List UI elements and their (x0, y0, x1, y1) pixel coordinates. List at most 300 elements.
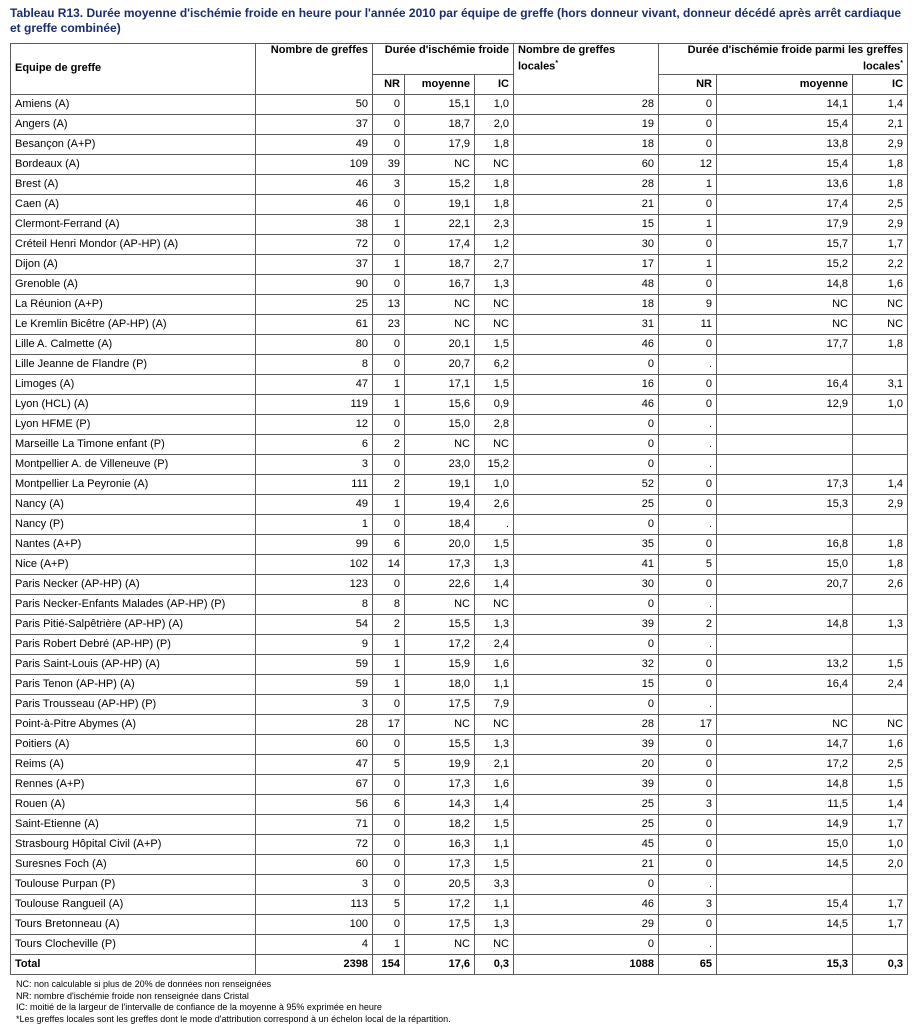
cell-moyenne: 18,2 (405, 814, 475, 834)
cell-ic-locales: 2,2 (853, 254, 908, 274)
cell-ic-locales: 1,8 (853, 554, 908, 574)
cell-nombre: 3 (256, 874, 373, 894)
cell-ic-locales (853, 874, 908, 894)
cell-moyenne: 17,1 (405, 374, 475, 394)
cell-moyenne-locales: 15,0 (717, 554, 853, 574)
cell-ic: NC (475, 934, 514, 954)
cell-nr: 0 (373, 414, 405, 434)
cell-locales: 19 (514, 114, 659, 134)
cell-moyenne: 20,1 (405, 334, 475, 354)
cell-nr: 1 (373, 634, 405, 654)
cell-nr-locales: 0 (659, 734, 717, 754)
cell-moyenne: 16,7 (405, 274, 475, 294)
cell-ic: 2,6 (475, 494, 514, 514)
cell-ic: 1,3 (475, 274, 514, 294)
table-row (11, 594, 908, 614)
cell-moyenne: NC (405, 594, 475, 614)
cell-nombre: 80 (256, 334, 373, 354)
table-row (11, 474, 908, 494)
cell-moyenne: 17,6 (405, 954, 475, 974)
cell-moyenne-locales: 14,8 (717, 614, 853, 634)
cell-moyenne-locales: 17,4 (717, 194, 853, 214)
cell-nr-locales: . (659, 514, 717, 534)
cell-ic-locales: 2,9 (853, 134, 908, 154)
cell-equipe: Rennes (A+P) (11, 774, 256, 794)
cell-nombre: 37 (256, 254, 373, 274)
cell-nombre: 54 (256, 614, 373, 634)
footnote: IC: moitié de la largeur de l'intervalle de confiance de la moyenne à 95% exprimée en heure (16, 1002, 382, 1012)
cell-nr: 1 (373, 934, 405, 954)
cell-moyenne: NC (405, 934, 475, 954)
cell-ic: 1,5 (475, 854, 514, 874)
cell-moyenne-locales: NC (717, 314, 853, 334)
cell-moyenne: 20,0 (405, 534, 475, 554)
table-row (11, 194, 908, 214)
cell-ic: 2,8 (475, 414, 514, 434)
cell-moyenne: NC (405, 314, 475, 334)
cell-equipe: Nancy (P) (11, 514, 256, 534)
cell-nr-locales: 5 (659, 554, 717, 574)
cell-equipe: Paris Pitié-Salpêtrière (AP-HP) (A) (11, 614, 256, 634)
table-row (11, 654, 908, 674)
cell-nr: 0 (373, 834, 405, 854)
cell-moyenne: NC (405, 294, 475, 314)
cell-ic-locales: NC (853, 294, 908, 314)
cell-nr-locales: . (659, 694, 717, 714)
col-header-locales-text: Nombre de greffes locales (518, 44, 616, 73)
cell-ic-locales: 2,4 (853, 674, 908, 694)
cell-nr-locales: 11 (659, 314, 717, 334)
table-row (11, 174, 908, 194)
cell-nr-locales: 0 (659, 774, 717, 794)
cell-nombre: 47 (256, 374, 373, 394)
table-row (11, 234, 908, 254)
cell-ic-locales: 1,6 (853, 734, 908, 754)
cell-nombre: 12 (256, 414, 373, 434)
cell-ic: . (475, 514, 514, 534)
table-row (11, 534, 908, 554)
table-row (11, 734, 908, 754)
cell-locales: 20 (514, 754, 659, 774)
table-row (11, 274, 908, 294)
cell-moyenne: NC (405, 714, 475, 734)
cell-nr-locales: 0 (659, 814, 717, 834)
cell-locales: 15 (514, 214, 659, 234)
cell-nr-locales: 3 (659, 894, 717, 914)
cell-ic: 1,5 (475, 814, 514, 834)
cell-ic: 1,5 (475, 374, 514, 394)
cell-moyenne-locales (717, 434, 853, 454)
cell-moyenne: 19,4 (405, 494, 475, 514)
asterisk: * (900, 60, 904, 67)
cell-nr-locales: 0 (659, 674, 717, 694)
cell-moyenne-locales: 14,7 (717, 734, 853, 754)
cell-ic-locales: 2,9 (853, 214, 908, 234)
cell-equipe: Créteil Henri Mondor (AP-HP) (A) (11, 234, 256, 254)
cell-moyenne-locales (717, 694, 853, 714)
cell-nr: 6 (373, 534, 405, 554)
cell-locales: 0 (514, 694, 659, 714)
cell-nr: 6 (373, 794, 405, 814)
cell-nr: 1 (373, 654, 405, 674)
cell-ic: 6,2 (475, 354, 514, 374)
cell-nr: 0 (373, 114, 405, 134)
table-row (11, 114, 908, 134)
cell-ic-locales: 2,5 (853, 754, 908, 774)
cell-equipe: Paris Trousseau (AP-HP) (P) (11, 694, 256, 714)
cell-moyenne-locales (717, 934, 853, 954)
cell-moyenne-locales: 17,7 (717, 334, 853, 354)
cell-moyenne-locales: 15,3 (717, 494, 853, 514)
table-row (11, 434, 908, 454)
cell-nr-locales: 0 (659, 134, 717, 154)
cell-nombre: 49 (256, 494, 373, 514)
cell-locales: 60 (514, 154, 659, 174)
table-row (11, 214, 908, 234)
col-header-equipe: Equipe de greffe (11, 44, 256, 95)
table-body (11, 94, 908, 974)
table-title: Tableau R13. Durée moyenne d'ischémie froide en heure pour l'année 2010 par équipe de greffe (hors donneur vivant, donneur décédé après arrêt cardiaque et greffe combinée) (10, 6, 902, 35)
col-header-duree-locales (659, 44, 908, 75)
cell-ic-locales: 1,4 (853, 94, 908, 114)
cell-equipe: Paris Necker-Enfants Malades (AP-HP) (P) (11, 594, 256, 614)
cell-equipe: Le Kremlin Bicêtre (AP-HP) (A) (11, 314, 256, 334)
cell-moyenne: 15,0 (405, 414, 475, 434)
table-row (11, 694, 908, 714)
cell-nr-locales: . (659, 594, 717, 614)
cell-moyenne: 17,5 (405, 914, 475, 934)
cell-locales: 0 (514, 634, 659, 654)
cell-nr-locales: 0 (659, 114, 717, 134)
table-row (11, 134, 908, 154)
cell-nombre: 3 (256, 454, 373, 474)
cell-moyenne-locales: 15,2 (717, 254, 853, 274)
table-row (11, 254, 908, 274)
cell-ic: 3,3 (475, 874, 514, 894)
footnote: NR: nombre d'ischémie froide non renseignée dans Cristal (16, 990, 249, 1001)
cell-nr-locales: 0 (659, 374, 717, 394)
cell-nr: 13 (373, 294, 405, 314)
cell-locales: 21 (514, 194, 659, 214)
table-row (11, 514, 908, 534)
cell-moyenne-locales (717, 414, 853, 434)
cell-nr: 1 (373, 674, 405, 694)
cell-locales: 15 (514, 674, 659, 694)
table-row (11, 854, 908, 874)
cell-nr-locales: 0 (659, 754, 717, 774)
cell-nombre: 111 (256, 474, 373, 494)
cell-nombre: 113 (256, 894, 373, 914)
cell-nr: 2 (373, 614, 405, 634)
cell-moyenne-locales: 16,4 (717, 374, 853, 394)
cell-equipe: Point-à-Pitre Abymes (A) (11, 714, 256, 734)
cell-nombre: 67 (256, 774, 373, 794)
cell-nr: 0 (373, 734, 405, 754)
table-row (11, 454, 908, 474)
cell-nombre: 59 (256, 654, 373, 674)
cell-ic: 0,9 (475, 394, 514, 414)
cell-moyenne-locales: 13,6 (717, 174, 853, 194)
cell-ic: 2,4 (475, 634, 514, 654)
table-row (11, 394, 908, 414)
cell-moyenne-locales: 13,8 (717, 134, 853, 154)
cell-equipe: Clermont-Ferrand (A) (11, 214, 256, 234)
cell-ic-locales: 1,0 (853, 394, 908, 414)
cell-moyenne: 17,3 (405, 554, 475, 574)
cell-nombre: 59 (256, 674, 373, 694)
table-row (11, 834, 908, 854)
cell-equipe: Limoges (A) (11, 374, 256, 394)
cell-moyenne-locales: 13,2 (717, 654, 853, 674)
col-header-locales (514, 44, 659, 95)
cell-moyenne: 20,5 (405, 874, 475, 894)
cell-ic: NC (475, 594, 514, 614)
cell-moyenne: NC (405, 154, 475, 174)
cell-ic: 1,3 (475, 554, 514, 574)
cell-ic-locales: 1,4 (853, 474, 908, 494)
cell-moyenne: 14,3 (405, 794, 475, 814)
cell-ic: 2,1 (475, 754, 514, 774)
cell-moyenne-locales: NC (717, 714, 853, 734)
table-row (11, 374, 908, 394)
cell-moyenne: 19,1 (405, 474, 475, 494)
cell-ic-locales: 1,7 (853, 894, 908, 914)
cell-nombre: 8 (256, 354, 373, 374)
cell-equipe: Toulouse Rangueil (A) (11, 894, 256, 914)
cell-locales: 39 (514, 734, 659, 754)
cell-nr: 0 (373, 774, 405, 794)
table-row (11, 354, 908, 374)
cell-nr-locales: 0 (659, 474, 717, 494)
table-row (11, 334, 908, 354)
cell-nr: 17 (373, 714, 405, 734)
cell-locales: 32 (514, 654, 659, 674)
cell-nr: 3 (373, 174, 405, 194)
cell-nr: 1 (373, 254, 405, 274)
cell-nr-locales: 0 (659, 334, 717, 354)
subheader-moyenne: moyenne (405, 74, 475, 94)
cell-moyenne: 18,7 (405, 254, 475, 274)
cell-nr-locales: . (659, 414, 717, 434)
subheader-ic: IC (475, 74, 514, 94)
cell-nr: 0 (373, 354, 405, 374)
cell-nr-locales: 65 (659, 954, 717, 974)
cell-equipe: Bordeaux (A) (11, 154, 256, 174)
cell-equipe: Lille Jeanne de Flandre (P) (11, 354, 256, 374)
cell-equipe: Poitiers (A) (11, 734, 256, 754)
cell-moyenne: 17,3 (405, 774, 475, 794)
cell-equipe: Paris Necker (AP-HP) (A) (11, 574, 256, 594)
cell-moyenne-locales: 15,4 (717, 154, 853, 174)
cell-ic: NC (475, 434, 514, 454)
cell-nr: 0 (373, 194, 405, 214)
cell-locales: 0 (514, 594, 659, 614)
cell-moyenne-locales: 14,8 (717, 774, 853, 794)
cell-nombre: 46 (256, 194, 373, 214)
cell-nombre: 56 (256, 794, 373, 814)
cell-nombre: 38 (256, 214, 373, 234)
cell-nr-locales: 0 (659, 274, 717, 294)
cell-nombre: 72 (256, 834, 373, 854)
cell-equipe: Amiens (A) (11, 94, 256, 114)
cell-nr: 0 (373, 334, 405, 354)
subheader-nr: NR (373, 74, 405, 94)
cell-nombre: 1 (256, 514, 373, 534)
cell-nombre: 100 (256, 914, 373, 934)
cell-moyenne: 17,2 (405, 894, 475, 914)
cell-nr-locales: 0 (659, 854, 717, 874)
cell-moyenne-locales: NC (717, 294, 853, 314)
cell-nr: 0 (373, 874, 405, 894)
cell-moyenne-locales (717, 594, 853, 614)
cell-ic-locales: 1,0 (853, 834, 908, 854)
cell-nombre: 3 (256, 694, 373, 714)
cell-ic: 2,7 (475, 254, 514, 274)
cell-locales: 45 (514, 834, 659, 854)
cell-ic: 1,6 (475, 654, 514, 674)
cell-equipe: La Réunion (A+P) (11, 294, 256, 314)
cell-nombre: 28 (256, 714, 373, 734)
cell-nombre: 99 (256, 534, 373, 554)
cell-ic: NC (475, 294, 514, 314)
cell-locales: 0 (514, 454, 659, 474)
cell-ic: 1,4 (475, 794, 514, 814)
cell-moyenne-locales: 12,9 (717, 394, 853, 414)
cell-moyenne-locales: 17,2 (717, 754, 853, 774)
cell-ic-locales (853, 934, 908, 954)
cell-nr-locales: 17 (659, 714, 717, 734)
table-row (11, 294, 908, 314)
cell-equipe: Strasbourg Hôpital Civil (A+P) (11, 834, 256, 854)
cell-nr-locales: . (659, 434, 717, 454)
cell-locales: 0 (514, 874, 659, 894)
table-row (11, 154, 908, 174)
cell-locales: 18 (514, 134, 659, 154)
cell-nr: 1 (373, 494, 405, 514)
cell-moyenne-locales (717, 514, 853, 534)
cell-nr-locales: . (659, 934, 717, 954)
cell-nombre: 25 (256, 294, 373, 314)
cell-locales: 28 (514, 174, 659, 194)
cell-ic: 1,5 (475, 534, 514, 554)
cell-nr: 0 (373, 914, 405, 934)
cell-ic-locales: 3,1 (853, 374, 908, 394)
table-row (11, 894, 908, 914)
cell-moyenne: 15,5 (405, 734, 475, 754)
cell-locales: 46 (514, 394, 659, 414)
cell-nombre: 6 (256, 434, 373, 454)
cell-equipe: Nice (A+P) (11, 554, 256, 574)
cell-locales: 0 (514, 934, 659, 954)
cell-nombre: 123 (256, 574, 373, 594)
cell-equipe: Nantes (A+P) (11, 534, 256, 554)
cell-ic: 1,1 (475, 894, 514, 914)
cell-equipe: Lyon HFME (P) (11, 414, 256, 434)
cell-moyenne-locales: 11,5 (717, 794, 853, 814)
cell-moyenne: 19,9 (405, 754, 475, 774)
cell-nr: 5 (373, 894, 405, 914)
cell-ic: NC (475, 714, 514, 734)
cell-ic-locales: 2,6 (853, 574, 908, 594)
col-header-duree: Durée d'ischémie froide (373, 44, 514, 75)
cell-locales: 35 (514, 534, 659, 554)
cell-locales: 0 (514, 354, 659, 374)
cell-ic: 2,0 (475, 114, 514, 134)
cell-ic-locales: 1,7 (853, 914, 908, 934)
cell-equipe: Angers (A) (11, 114, 256, 134)
cell-nombre: 72 (256, 234, 373, 254)
cell-moyenne: 17,9 (405, 134, 475, 154)
cell-moyenne: 20,7 (405, 354, 475, 374)
cell-moyenne: 17,4 (405, 234, 475, 254)
cell-ic: NC (475, 154, 514, 174)
cell-nr: 0 (373, 814, 405, 834)
cell-equipe: Tours Clocheville (P) (11, 934, 256, 954)
cell-nr-locales: 0 (659, 574, 717, 594)
cell-equipe: Besançon (A+P) (11, 134, 256, 154)
cell-moyenne: 18,4 (405, 514, 475, 534)
cell-ic-locales: 1,6 (853, 274, 908, 294)
cell-nombre: 71 (256, 814, 373, 834)
cell-moyenne: 18,7 (405, 114, 475, 134)
cell-locales: 16 (514, 374, 659, 394)
cell-moyenne-locales (717, 454, 853, 474)
cell-nr-locales: 0 (659, 914, 717, 934)
cell-locales: 28 (514, 94, 659, 114)
cell-ic: 1,3 (475, 914, 514, 934)
subheader-nr-locales: NR (659, 74, 717, 94)
cell-nr-locales: 0 (659, 394, 717, 414)
cell-nombre: 60 (256, 854, 373, 874)
cell-nr-locales: . (659, 454, 717, 474)
cell-ic: 1,1 (475, 834, 514, 854)
cell-ic-locales: 2,0 (853, 854, 908, 874)
table-row (11, 774, 908, 794)
cell-ic: 1,4 (475, 574, 514, 594)
cell-ic-locales (853, 454, 908, 474)
header-row (11, 44, 908, 75)
cell-nr-locales: 2 (659, 614, 717, 634)
cell-ic: 1,3 (475, 614, 514, 634)
cell-nr: 0 (373, 694, 405, 714)
cell-nombre: 46 (256, 174, 373, 194)
cell-moyenne: 15,1 (405, 94, 475, 114)
cell-moyenne-locales (717, 874, 853, 894)
cell-nr: 2 (373, 434, 405, 454)
cell-equipe: Montpellier La Peyronie (A) (11, 474, 256, 494)
cell-equipe: Suresnes Foch (A) (11, 854, 256, 874)
cell-moyenne-locales: 15,0 (717, 834, 853, 854)
table-row (11, 714, 908, 734)
cell-ic: 1,6 (475, 774, 514, 794)
cell-nr-locales: 0 (659, 654, 717, 674)
cell-locales: 39 (514, 774, 659, 794)
col-header-duree-locales-text: Durée d'ischémie froide parmi les greffes locales (687, 44, 904, 73)
cell-ic-locales: 2,5 (853, 194, 908, 214)
footnote: NC: non calculable si plus de 20% de données non renseignées (16, 979, 272, 989)
cell-nr: 0 (373, 134, 405, 154)
cell-moyenne: 15,2 (405, 174, 475, 194)
cell-nr: 1 (373, 394, 405, 414)
cell-moyenne-locales (717, 354, 853, 374)
cell-ic: 15,2 (475, 454, 514, 474)
cell-nr-locales: 0 (659, 234, 717, 254)
cell-ic-locales (853, 434, 908, 454)
cell-ic-locales: 1,8 (853, 534, 908, 554)
cell-nr-locales: 0 (659, 834, 717, 854)
cell-ic-locales: 1,8 (853, 334, 908, 354)
cell-equipe: Paris Tenon (AP-HP) (A) (11, 674, 256, 694)
